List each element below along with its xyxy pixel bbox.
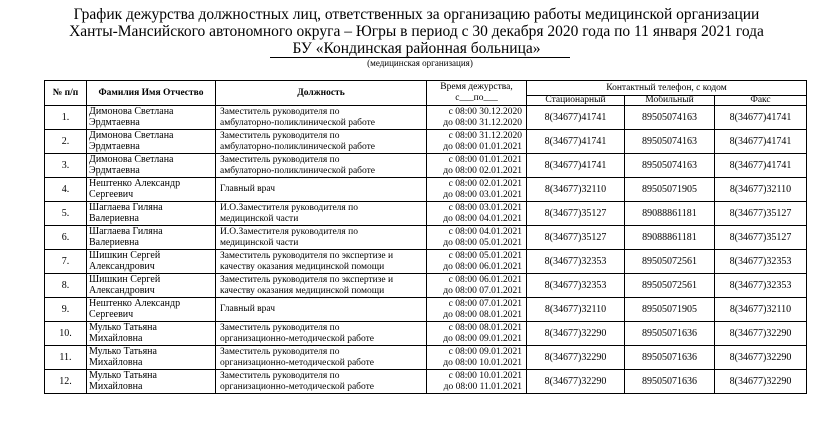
- row-stationary-phone: 8(34677)35127: [527, 202, 625, 226]
- header-fax: Факс: [715, 96, 807, 106]
- row-position-line1: Заместитель руководителя по: [220, 106, 340, 117]
- row-position-line1: Заместитель руководителя по: [220, 346, 340, 357]
- row-name-line1: Шаглаева Гиляна: [89, 202, 163, 213]
- row-name-line1: Шишкин Сергей: [89, 274, 161, 285]
- row-stationary-phone: 8(34677)32290: [527, 346, 625, 370]
- row-name-line2: Эрдмтаевна: [89, 140, 140, 152]
- row-fax: 8(34677)32110: [715, 178, 807, 202]
- table-row: [45, 226, 807, 250]
- table-body: [45, 106, 807, 394]
- row-position-line2: амбулаторно-поликлинической работе: [220, 117, 375, 128]
- row-duty-to: до 08:00 08.01.2021: [443, 309, 522, 320]
- doc-title-line-1: График дежурства должностных лиц, ответственных за организацию работы медицинской организации: [73, 6, 760, 23]
- row-position: [216, 298, 427, 322]
- row-number: 3.: [45, 154, 87, 178]
- row-number: 1.: [45, 106, 87, 130]
- row-duty-to: до 08:00 09.01.2021: [443, 333, 522, 344]
- row-stationary-phone: 8(34677)32290: [527, 322, 625, 346]
- row-duty-from: с 08:00 01.01.2021: [448, 154, 522, 165]
- row-fax: 8(34677)32290: [715, 322, 807, 346]
- row-stationary-phone: 8(34677)41741: [527, 130, 625, 154]
- row-name-line2: Эрдмтаевна: [89, 164, 140, 176]
- table-row: [45, 178, 807, 202]
- table-row: [45, 202, 807, 226]
- row-mobile-phone: 89088861181: [625, 226, 715, 250]
- row-number: 2.: [45, 130, 87, 154]
- row-number: 12.: [45, 370, 87, 394]
- header-mobile: Мобильный: [625, 96, 715, 106]
- row-stationary-phone: 8(34677)32353: [527, 274, 625, 298]
- row-stationary-phone: 8(34677)41741: [527, 106, 625, 130]
- table-row: [45, 130, 807, 154]
- table-row: [45, 298, 807, 322]
- row-position: [216, 346, 427, 370]
- row-position-line2: качеству оказания медицинской помощи: [220, 285, 385, 296]
- row-mobile-phone: 89505071636: [625, 346, 715, 370]
- duty-schedule-table: [44, 80, 807, 394]
- row-name-line2: Эрдмтаевна: [89, 116, 140, 128]
- row-duty-time: [427, 298, 527, 322]
- row-mobile-phone: 89505071905: [625, 178, 715, 202]
- row-duty-time: [427, 322, 527, 346]
- row-fax: 8(34677)35127: [715, 202, 807, 226]
- row-name-line2: Михайловна: [89, 380, 143, 392]
- doc-title-line-2: Ханты-Мансийского автономного округа – Югры в период с 30 декабря 2020 года по 11 января 2021 года: [69, 23, 764, 40]
- row-position: [216, 226, 427, 250]
- row-position-line2: амбулаторно-поликлинической работе: [220, 141, 375, 152]
- row-position: [216, 250, 427, 274]
- row-duty-from: с 08:00 31.12.2020: [448, 130, 522, 141]
- row-duty-from: с 08:00 06.01.2021: [448, 274, 522, 285]
- row-position: [216, 370, 427, 394]
- table-row: [45, 322, 807, 346]
- row-duty-time: [427, 130, 527, 154]
- row-fax: 8(34677)41741: [715, 130, 807, 154]
- row-duty-time: [427, 154, 527, 178]
- header-duty-time-line2: с___по___: [455, 93, 498, 103]
- row-full-name: [87, 250, 216, 274]
- table-row: [45, 346, 807, 370]
- row-duty-from: с 08:00 04.01.2021: [448, 226, 522, 237]
- row-number: 11.: [45, 346, 87, 370]
- row-mobile-phone: 89505071636: [625, 322, 715, 346]
- row-mobile-phone: 89505071905: [625, 298, 715, 322]
- row-position-line1: Заместитель руководителя по: [220, 322, 340, 333]
- row-stationary-phone: 8(34677)41741: [527, 154, 625, 178]
- row-stationary-phone: 8(34677)35127: [527, 226, 625, 250]
- row-stationary-phone: 8(34677)32110: [527, 298, 625, 322]
- row-name-line2: Валериевна: [89, 236, 139, 248]
- row-name-line1: Мулько Татьяна: [89, 346, 157, 357]
- row-duty-to: до 08:00 05.01.2021: [443, 237, 522, 248]
- row-duty-to: до 08:00 11.01.2021: [443, 381, 522, 392]
- header-duty-time-line1: Время дежурства,: [440, 82, 513, 92]
- row-position-line1: Заместитель руководителя по экспертизе и: [220, 250, 394, 261]
- row-full-name: [87, 322, 216, 346]
- row-duty-from: с 08:00 09.01.2021: [448, 346, 522, 357]
- row-name-line1: Шишкин Сергей: [89, 250, 161, 261]
- header-contact: Контактный телефон, с кодом: [527, 81, 807, 96]
- row-name-line1: Димонова Светлана: [89, 130, 174, 141]
- row-position-line2: амбулаторно-поликлинической работе: [220, 165, 375, 176]
- row-full-name: [87, 130, 216, 154]
- row-position: [216, 106, 427, 130]
- row-duty-time: [427, 370, 527, 394]
- org-caption: (медицинская организация): [367, 58, 473, 68]
- table-row: [45, 370, 807, 394]
- row-duty-to: до 08:00 04.01.2021: [443, 213, 522, 224]
- row-duty-to: до 08:00 02.01.2021: [443, 165, 522, 176]
- row-fax: 8(34677)41741: [715, 106, 807, 130]
- row-mobile-phone: 89088861181: [625, 202, 715, 226]
- row-mobile-phone: 89505074163: [625, 130, 715, 154]
- row-full-name: [87, 346, 216, 370]
- row-position: [216, 202, 427, 226]
- row-duty-to: до 08:00 10.01.2021: [443, 357, 522, 368]
- row-position-line2: медицинской части: [220, 213, 299, 224]
- row-position: [216, 154, 427, 178]
- row-fax: 8(34677)32353: [715, 250, 807, 274]
- row-full-name: [87, 370, 216, 394]
- row-number: 5.: [45, 202, 87, 226]
- header-position: Должность: [216, 81, 427, 106]
- row-fax: 8(34677)41741: [715, 154, 807, 178]
- row-mobile-phone: 89505074163: [625, 154, 715, 178]
- row-number: 6.: [45, 226, 87, 250]
- row-full-name: [87, 202, 216, 226]
- header-duty-time: [427, 81, 527, 106]
- row-mobile-phone: 89505072561: [625, 250, 715, 274]
- row-name-line2: Михайловна: [89, 332, 143, 344]
- row-stationary-phone: 8(34677)32353: [527, 250, 625, 274]
- row-name-line2: Валериевна: [89, 212, 139, 224]
- row-full-name: [87, 106, 216, 130]
- row-position-line2: качеству оказания медицинской помощи: [220, 261, 385, 272]
- row-duty-to: до 08:00 31.12.2020: [443, 117, 522, 128]
- row-position: [216, 322, 427, 346]
- row-duty-to: до 08:00 03.01.2021: [443, 189, 522, 200]
- row-number: 4.: [45, 178, 87, 202]
- row-position-line1: И.О.Заместителя руководителя по: [220, 202, 358, 213]
- row-fax: 8(34677)32290: [715, 370, 807, 394]
- row-full-name: [87, 298, 216, 322]
- row-duty-time: [427, 178, 527, 202]
- row-name-line1: Шаглаева Гиляна: [89, 226, 163, 237]
- row-name-line1: Мулько Татьяна: [89, 322, 157, 333]
- row-name-line1: Мулько Татьяна: [89, 370, 157, 381]
- row-mobile-phone: 89505074163: [625, 106, 715, 130]
- row-name-line2: Михайловна: [89, 356, 143, 368]
- row-stationary-phone: 8(34677)32110: [527, 178, 625, 202]
- row-duty-time: [427, 274, 527, 298]
- row-full-name: [87, 178, 216, 202]
- header-stationary: Стационарный: [527, 96, 625, 106]
- row-duty-from: с 08:00 08.01.2021: [448, 322, 522, 333]
- row-position-line1: Заместитель руководителя по: [220, 154, 340, 165]
- row-duty-from: с 08:00 07.01.2021: [448, 298, 522, 309]
- row-duty-time: [427, 346, 527, 370]
- row-position-line2: медицинской части: [220, 237, 299, 248]
- row-number: 7.: [45, 250, 87, 274]
- row-name-line2: Сергеевич: [89, 188, 134, 200]
- row-full-name: [87, 274, 216, 298]
- doc-title-org-name: БУ «Кондинская районная больница»: [292, 40, 541, 57]
- row-position-line1: И.О.Заместителя руководителя по: [220, 226, 358, 237]
- table-row: [45, 106, 807, 130]
- table-row: [45, 250, 807, 274]
- row-position-line2: организационно-методической работе: [220, 333, 374, 344]
- row-position-line1: Заместитель руководителя по: [220, 370, 340, 381]
- table-row: [45, 154, 807, 178]
- row-duty-time: [427, 250, 527, 274]
- row-duty-from: с 08:00 10.01.2021: [448, 370, 522, 381]
- row-position: [216, 178, 427, 202]
- row-name-line2: Александрович: [89, 260, 155, 272]
- row-name-line1: Нештенко Александр: [89, 178, 181, 189]
- header-num: № п/п: [45, 81, 87, 106]
- row-duty-from: с 08:00 05.01.2021: [448, 250, 522, 261]
- row-position: [216, 130, 427, 154]
- row-stationary-phone: 8(34677)32290: [527, 370, 625, 394]
- row-name-line1: Нештенко Александр: [89, 298, 181, 309]
- row-fax: 8(34677)32353: [715, 274, 807, 298]
- row-duty-time: [427, 202, 527, 226]
- row-duty-from: с 08:00 02.01.2021: [448, 178, 522, 189]
- row-position-line1: Заместитель руководителя по: [220, 130, 340, 141]
- row-mobile-phone: 89505072561: [625, 274, 715, 298]
- row-duty-to: до 08:00 07.01.2021: [443, 285, 522, 296]
- row-duty-from: с 08:00 30.12.2020: [448, 106, 522, 117]
- row-duty-time: [427, 106, 527, 130]
- row-position: [216, 274, 427, 298]
- row-name-line1: Димонова Светлана: [89, 106, 174, 117]
- row-name-line2: Сергеевич: [89, 308, 134, 320]
- row-number: 8.: [45, 274, 87, 298]
- row-duty-from: с 08:00 03.01.2021: [448, 202, 522, 213]
- row-mobile-phone: 89505071636: [625, 370, 715, 394]
- row-full-name: [87, 226, 216, 250]
- row-position-line1: Главный врач: [220, 184, 275, 194]
- row-number: 9.: [45, 298, 87, 322]
- row-position-line2: организационно-методической работе: [220, 357, 374, 368]
- row-duty-to: до 08:00 06.01.2021: [443, 261, 522, 272]
- row-name-line1: Димонова Светлана: [89, 154, 174, 165]
- row-position-line1: Заместитель руководителя по экспертизе и: [220, 274, 394, 285]
- row-name-line2: Александрович: [89, 284, 155, 296]
- table-row: [45, 274, 807, 298]
- row-position-line2: организационно-методической работе: [220, 381, 374, 392]
- row-fax: 8(34677)32290: [715, 346, 807, 370]
- row-full-name: [87, 154, 216, 178]
- row-duty-to: до 08:00 01.01.2021: [443, 141, 522, 152]
- row-duty-time: [427, 226, 527, 250]
- row-number: 10.: [45, 322, 87, 346]
- row-position-line1: Главный врач: [220, 304, 275, 314]
- row-fax: 8(34677)35127: [715, 226, 807, 250]
- header-name: Фамилия Имя Отчество: [87, 81, 216, 106]
- row-fax: 8(34677)32110: [715, 298, 807, 322]
